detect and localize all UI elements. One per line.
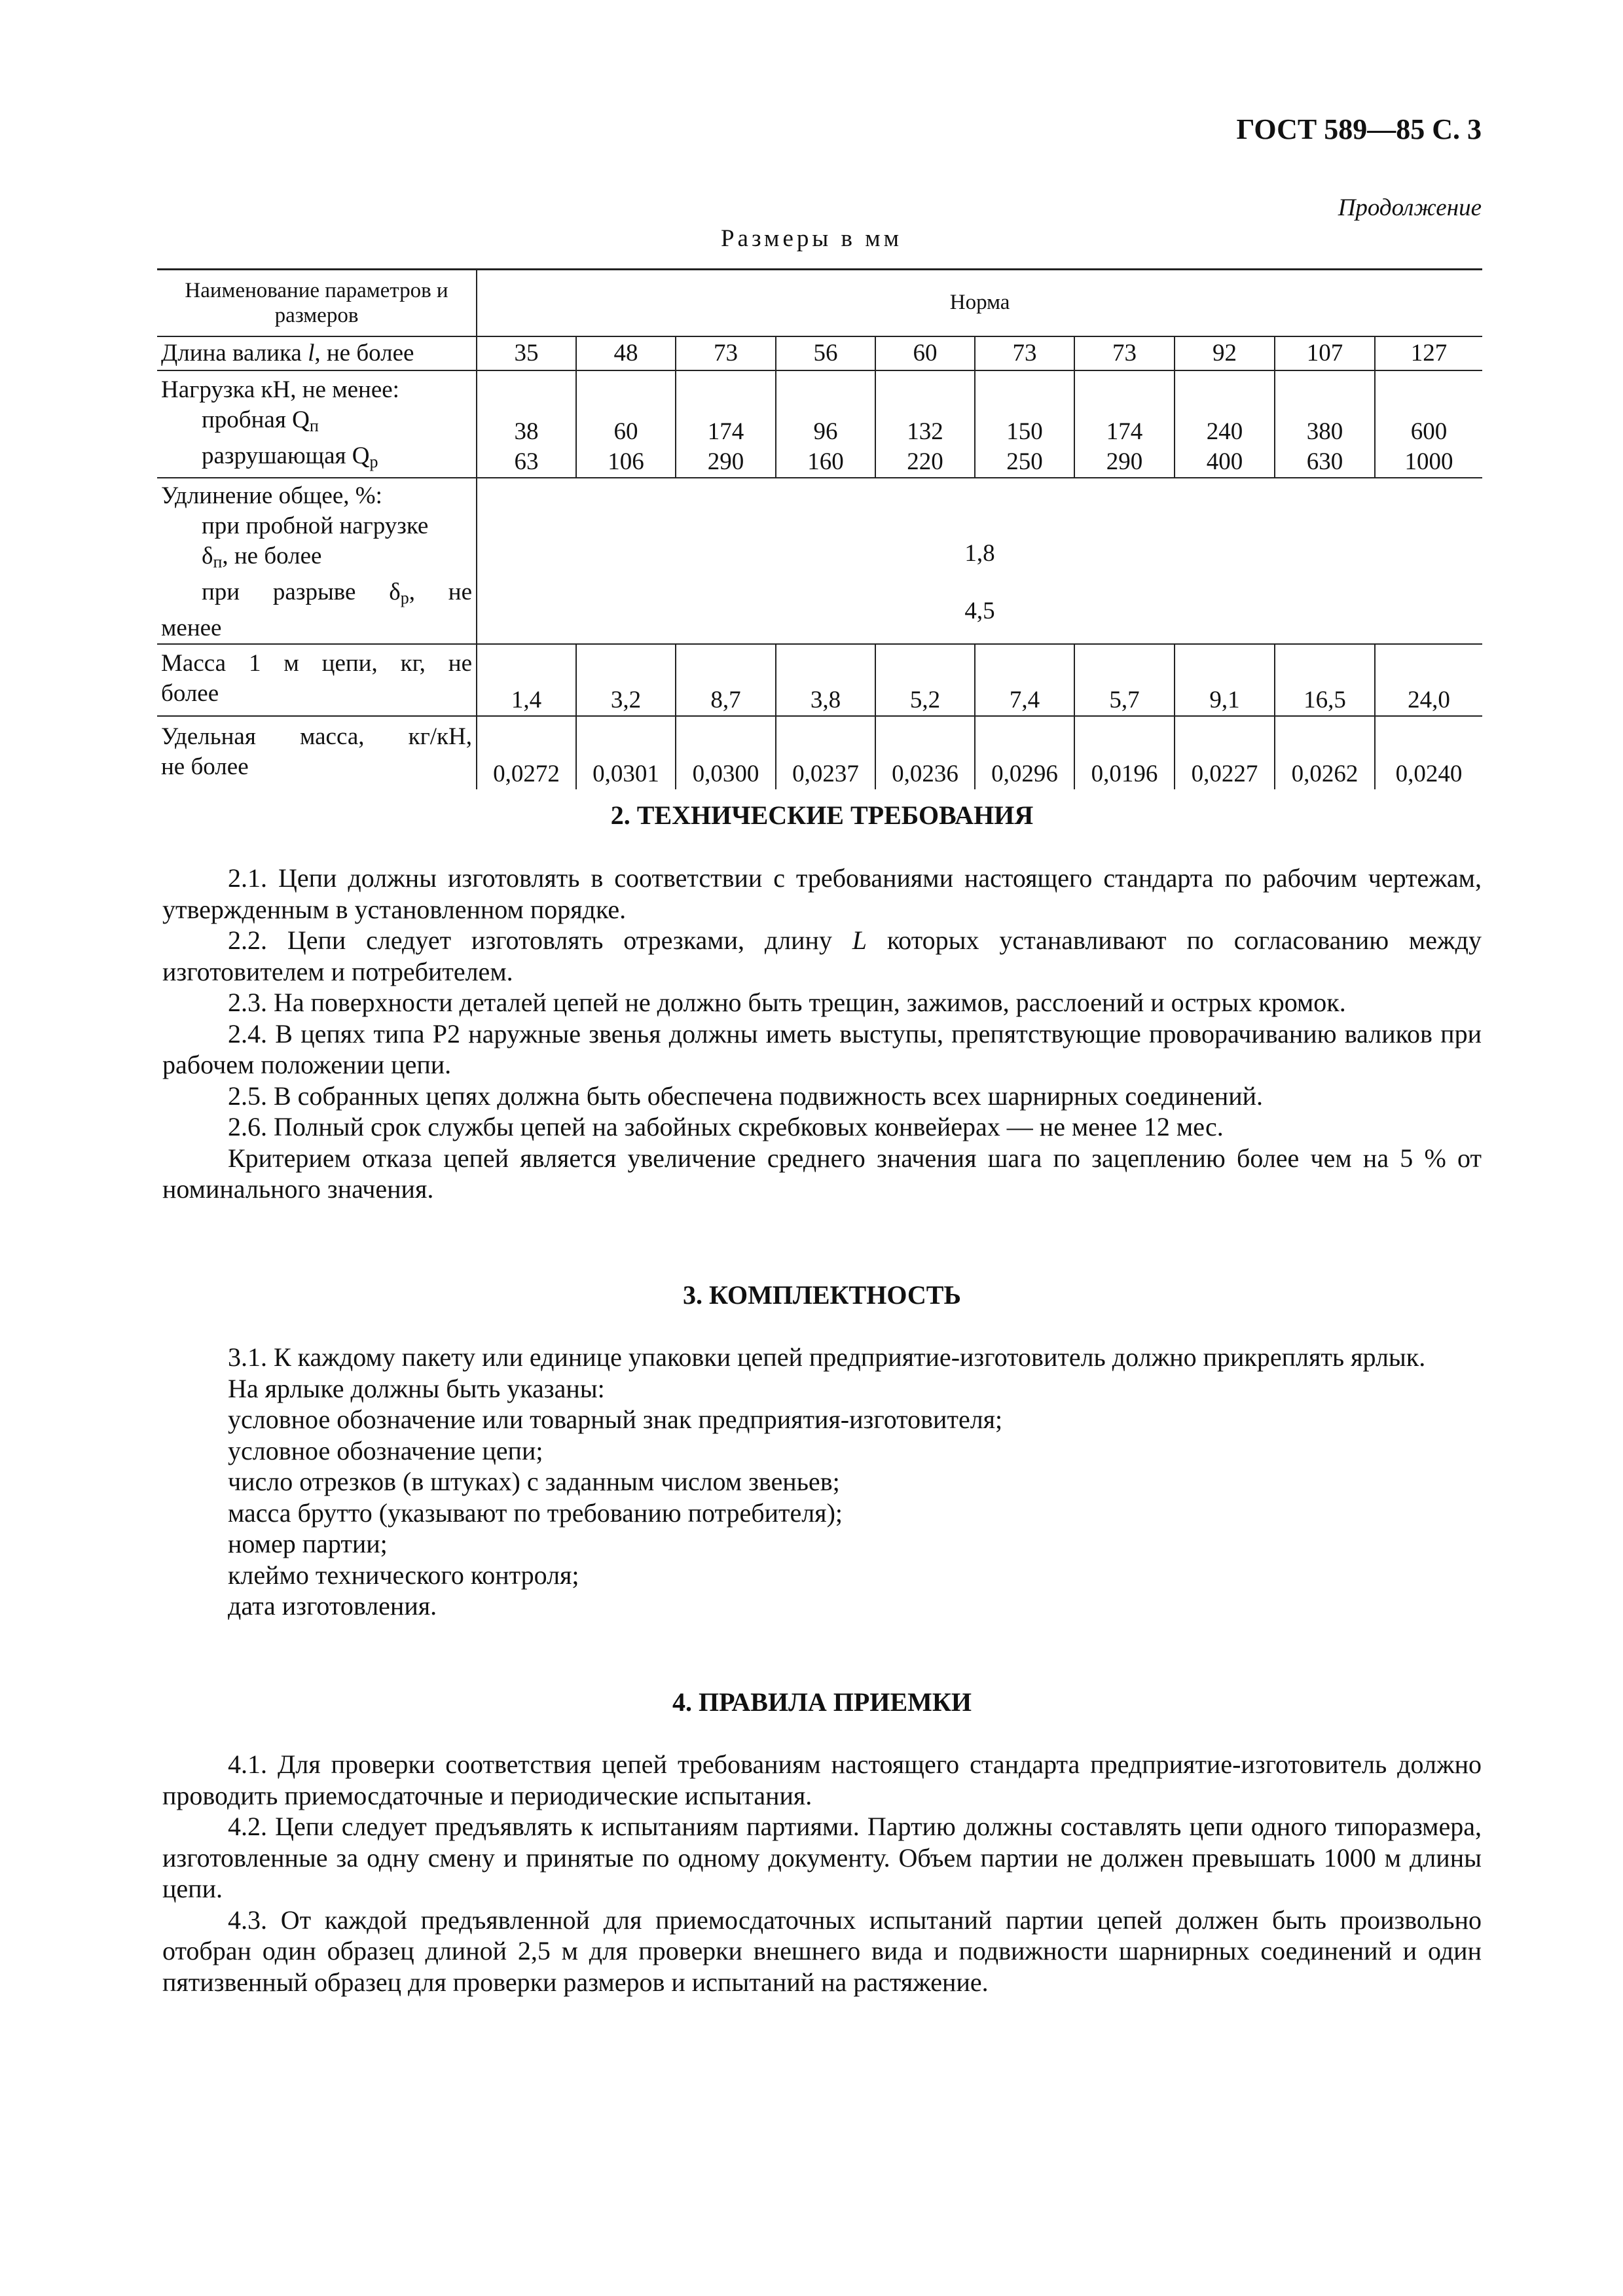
table-cell: 0,0236 [875,716,975,789]
column-header-norm: Норма [477,270,1482,336]
table-cell: 73 [975,336,1074,370]
column-header-parameter: Наименование параметров и размеров [157,270,477,336]
list-item: На ярлыке должны быть указаны: [228,1373,605,1403]
table-cell: 0,0301 [576,716,676,789]
elongation-break-value: 4,5 [964,597,995,624]
section-4-body [162,1749,1482,1998]
table-cell: 132 220 [875,370,975,478]
list-item: клеймо технического контроля; [228,1560,579,1590]
table-cell: 174 290 [1074,370,1175,478]
section-3-body [162,1342,1482,1622]
table-row-specific-mass [157,716,1482,789]
table-cell: 0,0300 [676,716,776,789]
units-caption: Размеры в мм [720,225,903,252]
section-2-title: 2. ТЕХНИЧЕСКИЕ ТРЕБОВАНИЯ [610,800,1034,830]
parameters-table [157,268,1482,789]
table-cell: 0,0196 [1074,716,1175,789]
paragraph-4-3: 4.3. От каждой предъявленной для приемосдаточных испытаний партии цепей должен быть произвольно отобран один образец длиной 2,5 м для проверки внешнего вида и подвижности шарнирных соединений и один пятизвенный образец для проверки размеров и испытаний на растяжение. [162,1905,1482,1997]
table-cell: 1,4 [477,644,576,716]
paragraph-2-6-criterion: Критерием отказа цепей является увеличение среднего значения шага по зацеплению более чем на 5 % от номинального значения. [162,1143,1482,1204]
table-cell: 73 [1074,336,1175,370]
table-cell: 96 160 [776,370,875,478]
table-cell: 240 400 [1175,370,1275,478]
table-cell: 38 63 [477,370,576,478]
table-row-mass [157,644,1482,716]
table-cell: 127 [1375,336,1482,370]
elongation-label: Удлинение общее, %: [161,482,382,509]
paragraph-2-3: 2.3. На поверхности деталей цепей не должно быть трещин, зажимов, расслоений и острых кромок. [228,988,1346,1017]
table-cell: 150 250 [975,370,1074,478]
break-load-label: разрушающая $Q_р$ [202,442,378,471]
paragraph-2-2: 2.2. Цепи следует изготовлять отрезками, длину L которых устанавливают по согласованию между изготовителем и потребителем. [162,925,1482,986]
table-cell: 9,1 [1175,644,1275,716]
table-cell: 107 [1275,336,1375,370]
elongation-proof-label: при пробной нагрузке [202,512,429,539]
section-2-body [162,863,1482,1205]
paragraph-2-4: 2.4. В цепях типа Р2 наружные звенья должны иметь выступы, препятствующие проворачиванию валиков при рабочем положении цепи. [162,1018,1482,1079]
paragraph-2-6: 2.6. Полный срок службы цепей на забойных скребковых конвейерах — не менее 12 мес. [228,1112,1224,1141]
table-cell: 92 [1175,336,1275,370]
row-label [157,478,477,644]
list-item: масса брутто (указывают по требованию потребителя); [228,1498,843,1528]
load-label: Нагрузка кН, не менее: [161,376,399,403]
table-row-shaft-length [157,336,1482,370]
paragraph-2-5: 2.5. В собранных цепях должна быть обеспечена подвижность всех шарнирных соединений. [228,1081,1264,1111]
list-item: номер партии; [228,1529,388,1558]
table-cell: 3,8 [776,644,875,716]
row-label: Длина валика l, не более [157,336,477,370]
table-cell: 600 1000 [1375,370,1482,478]
table-cell: 0,0262 [1275,716,1375,789]
row-label: Удельная масса, кг/кН, не более [157,716,477,789]
table-cell: 35 [477,336,576,370]
elongation-break-label: при разрыве $\delta_р$, не [202,578,472,607]
table-cell: 0,0296 [975,716,1074,789]
table-cell: 73 [676,336,776,370]
table-cell: 3,2 [576,644,676,716]
table-cell: 24,0 [1375,644,1482,716]
table-row-load [157,370,1482,478]
paragraph-4-1: 4.1. Для проверки соответствия цепей требованиям настоящего стандарта предприятие-изготовитель должно проводить приемосдаточные и периодические испытания. [162,1749,1482,1810]
document-reference: ГОСТ 589—85 С. 3 [1236,113,1482,145]
table-cell: 5,7 [1074,644,1175,716]
table-cell: 60 106 [576,370,676,478]
paragraph-4-2: 4.2. Цепи следует предъявлять к испытаниям партиями. Партию должны составлять цепи одного типоразмера, изготовленные за одну смену и принятые по одному документу. Объем партии не должен превышать 1000 м длины цепи. [162,1812,1482,1903]
table-cell: 16,5 [1275,644,1375,716]
list-item: условное обозначение цепи; [228,1435,543,1465]
table-cell: 0,0227 [1175,716,1275,789]
paragraph-2-1: 2.1. Цепи должны изготовлять в соответствии с требованиями настоящего стандарта по рабочим чертежам, утвержденным в установленном порядке. [162,863,1482,924]
table-cell: 5,2 [875,644,975,716]
proof-load-label: пробная $Q_п$ [202,406,319,435]
continuation-label: Продолжение [1338,194,1482,221]
table-row-elongation [157,478,1482,644]
table-cell: 7,4 [975,644,1074,716]
table-cell: 56 [776,336,875,370]
row-label: Масса 1 м цепи, кг, не более [157,644,477,716]
elongation-break-label-cont: менее [161,614,222,641]
table-cell: 60 [875,336,975,370]
table-cell: 0,0237 [776,716,875,789]
table-cell: 0,0272 [477,716,576,789]
elongation-proof-value: 1,8 [964,539,995,567]
list-item: число отрезков (в штуках) с заданным числом звеньев; [228,1467,840,1496]
table-cell: 174 290 [676,370,776,478]
table-cell: 48 [576,336,676,370]
section-4-title: 4. ПРАВИЛА ПРИЕМКИ [672,1687,972,1717]
paragraph-3-1: 3.1. К каждому пакету или единице упаковки цепей предприятие-изготовитель должно прикреплять ярлык. [228,1342,1426,1372]
table-cell: 8,7 [676,644,776,716]
section-3-title: 3. КОМПЛЕКТНОСТЬ [683,1280,961,1310]
table-cell: 380 630 [1275,370,1375,478]
list-item: условное обозначение или товарный знак предприятия-изготовителя; [228,1405,1003,1434]
elongation-values [477,478,1482,644]
table-cell: 0,0240 [1395,760,1463,787]
list-item: дата изготовления. [228,1591,437,1621]
elongation-proof-label-cont: $\delta_п$, не более [202,542,322,571]
row-label [157,370,477,478]
